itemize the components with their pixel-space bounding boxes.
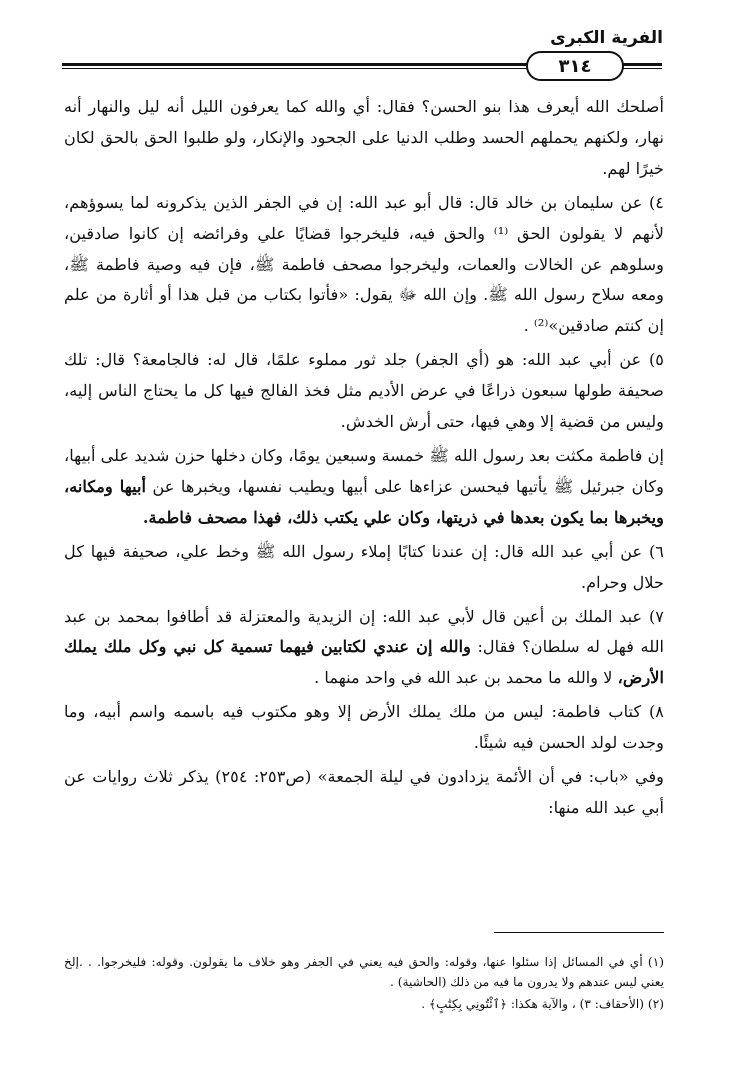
main-text — [64, 92, 664, 827]
bold-text: والله إن عندي لكتابين فيهما تسمية كل نبي وكل ملك يملك الأرض، — [64, 637, 664, 688]
paragraph — [64, 602, 664, 695]
paragraph: ٥) عن أبي عبد الله: هو (أي الجفر) جلد ثور مملوء علمًا، قال له: فالجامعة؟ قال: تلك صحيفة طولها سبعون ذراعًا في عرض الأديم مثل فخذ الفالج فيها كل ما يحتاج الناس إليه، وليس من قضية إلا وهي فيها، حتى أرش الخدش. — [64, 350, 664, 432]
paragraph: ٤) عن سليمان بن خالد قال: قال أبو عبد الله: إن في الجفر الذين يذكرونه لما يسوؤهم، لأنهم لا يقولون الحق ⁽¹⁾ والحق فيه، فليخرجوا قضايًا علي وفرائضه إن كانوا صادقين، وسلوهم عن الخالات والعمات، وليخرجوا مصحف فاطمة ﷺ، فإن فيه وصية فاطمة ﷺ، ومعه سلاح رسول الله ﷺ. وإن الله ﷻ يقول: «فأتوا بكتاب من قبل هذا أو أثارة من علم إن كنتم صادقين»⁽²⁾ . — [64, 192, 664, 336]
paragraph-text: إن فاطمة مكثت بعد رسول الله ﷺ خمسة وسبعين يومًا، وكان دخلها حزن شديد على أبيها، وكان جبرئيل ﷺ يأتيها فيحسن عزاءها على أبيها ويطيب نفسها، ويخبرها عن — [64, 445, 664, 496]
paragraph: أصلحك الله أيعرف هذا بنو الحسن؟ فقال: أي والله كما يعرفون الليل أنه ليل والنهار أنه نهار، ولكنهم يحملهم الحسد وطلب الدنيا على الجحود والإنكار، ولو طلبوا الحق بالحق لكان خيرًا لهم. — [64, 97, 664, 178]
paragraph: ٨) كتاب فاطمة: ليس من ملك يملك الأرض إلا وهو مكتوب فيه باسمه واسم أبيه، وما وجدت لولد الحسن فيه شيئًا. — [64, 702, 664, 753]
footnote-separator — [494, 932, 664, 933]
footnotes — [64, 952, 664, 1016]
paragraph: ٦) عن أبي عبد الله قال: إن عندنا كتابًا إملاء رسول الله ﷺ وخط علي، صحيفة فيها كل حلال وحرام. — [64, 541, 664, 592]
paragraph: وفي «باب: في أن الأئمة يزدادون في ليلة الجمعة» (ص٢٥٣: ٢٥٤) يذكر ثلاث روايات عن أبي عبد الله منها: — [64, 767, 664, 817]
bold-text: أبيها ومكانه، ويخبرها بما يكون بعدها في ذريتها، وكان علي يكتب ذلك، فهذا مصحف فاطمة. — [64, 476, 664, 527]
footnote: (١) أي في المسائل إذا سئلوا عنها، وقوله: والحق فيه يعني في الجفر وهو خلاف ما يقولون. وقوله: فليخرجوا. . .إلخ يعني ليس عندهم ولا يدرون ما فيه من ذلك (الحاشية) . — [64, 955, 664, 989]
running-title: الفرية الكبرى — [550, 28, 663, 48]
paragraph-text: ٧) عبد الملك بن أعين قال لأبي عبد الله: إن الزيدية والمعتزلة قد أطافوا بمحمد بن عبد الله فهل له سلطان؟ فقال: — [64, 606, 665, 657]
page-number: ٣١٤ — [558, 55, 592, 77]
page-number-box — [526, 51, 624, 81]
paragraph-text: لا والله ما محمد بن عبد الله في واحد منهما . — [314, 668, 618, 688]
paragraph — [64, 441, 664, 534]
footnote: (٢) (الأحقاف: ٣) ، والآية هكذا: ﴿ٱئْتُونِي بِكِتَٰبٍ﴾ . — [421, 997, 664, 1011]
